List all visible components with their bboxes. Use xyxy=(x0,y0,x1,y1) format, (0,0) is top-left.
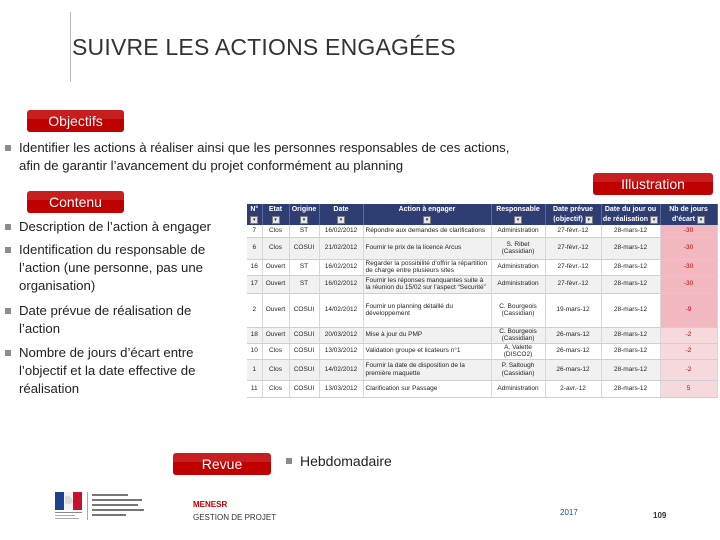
cell-date-jour: 28-mars-12 xyxy=(601,359,660,380)
table-row xyxy=(247,225,717,237)
cell-date-prevue: 27-févr.-12 xyxy=(545,237,601,259)
footer-gestion: GESTION DE PROJET xyxy=(193,513,277,522)
cell-ecart: -2 xyxy=(660,359,717,380)
cell-date: 16/02/2012 xyxy=(319,275,363,293)
contenu-line: l’objectif et la date effective de xyxy=(19,363,196,378)
revue-label: Revue xyxy=(173,453,271,475)
cell-date-jour: 28-mars-12 xyxy=(601,275,660,293)
cell-origine: COSUI xyxy=(289,380,319,397)
contenu-line: Nombre de jours d’écart entre xyxy=(19,345,194,360)
bullet-square-icon xyxy=(5,145,11,151)
cell-date-jour: 28-mars-12 xyxy=(601,293,660,327)
cell-origine: COSUI xyxy=(289,359,319,380)
contenu-line: Description de l’action à engager xyxy=(19,219,212,234)
cell-date-prevue: 2-avr.-12 xyxy=(545,380,601,397)
cell-number: 2 xyxy=(247,293,262,327)
cell-date: 13/03/2012 xyxy=(319,343,363,359)
filter-dropdown-icon[interactable]: ▾ xyxy=(300,216,308,224)
cell-etat: Clos xyxy=(262,237,289,259)
table-row xyxy=(247,293,717,327)
contenu-line: réalisation xyxy=(19,381,80,396)
col-header-ecart: Nb de jours xyxy=(660,204,717,214)
cell-etat: Clos xyxy=(262,380,289,397)
filter-dropdown-icon[interactable]: ▾ xyxy=(250,216,258,224)
action-table xyxy=(247,204,718,398)
contenu-line: Identification du responsable de xyxy=(19,242,206,257)
cell-etat: Ouvert xyxy=(262,259,289,275)
cell-date-prevue: 27-févr.-12 xyxy=(545,259,601,275)
revue-value: Hebdomadaire xyxy=(300,453,392,469)
col-header-date: Date xyxy=(319,204,363,214)
cell-date: 20/03/2012 xyxy=(319,327,363,343)
ministry-logo xyxy=(55,490,183,522)
cell-date-jour: 28-mars-12 xyxy=(601,225,660,237)
cell-date-prevue: 26-mars-12 xyxy=(545,343,601,359)
col-subheader-prevue: (objectif) xyxy=(553,216,583,223)
cell-date-prevue: 27-févr.-12 xyxy=(545,275,601,293)
cell-etat: Ouvert xyxy=(262,293,289,327)
cell-action: Fournir les réponses manquantes suite à la réunion du 15/02 sur l’aspect “Securité” xyxy=(363,275,491,293)
cell-responsable: S. Ribet (Cassidian) xyxy=(491,237,545,259)
bullet-square-icon xyxy=(5,308,11,314)
cell-date: 14/02/2012 xyxy=(319,359,363,380)
filter-dropdown-icon[interactable]: ▾ xyxy=(585,216,593,224)
revue-bullet xyxy=(286,453,392,469)
cell-action: Fournir un planning détaillé du développement xyxy=(363,293,491,327)
cell-origine: COSUI xyxy=(289,343,319,359)
footer-menesr: MENESR xyxy=(193,500,228,509)
cell-responsable: P. Saltough (Cassidian) xyxy=(491,359,545,380)
cell-date-jour: 28-mars-12 xyxy=(601,327,660,343)
cell-origine: COSUI xyxy=(289,293,319,327)
marianne-logo-icon xyxy=(55,490,183,522)
cell-ecart: 5 xyxy=(660,380,717,397)
cell-date-jour: 28-mars-12 xyxy=(601,237,660,259)
cell-ecart: -30 xyxy=(660,275,717,293)
cell-action: Fournir le prix de la licence Arcus xyxy=(363,237,491,259)
col-header-prevue: Date prévue xyxy=(545,204,601,214)
cell-etat: Clos xyxy=(262,343,289,359)
cell-number: 11 xyxy=(247,380,262,397)
contenu-bullet-date xyxy=(5,302,245,338)
table-row xyxy=(247,343,717,359)
contenu-bullet-description xyxy=(5,218,245,236)
filter-dropdown-icon[interactable]: ▾ xyxy=(514,216,522,224)
col-header-n: N° xyxy=(247,204,262,214)
action-tracking-sheet xyxy=(247,204,717,430)
cell-responsable: C. Bourgeois (Cassidian) xyxy=(491,327,545,343)
col-header-origine: Origine xyxy=(289,204,319,214)
cell-date: 21/02/2012 xyxy=(319,237,363,259)
contenu-label: Contenu xyxy=(27,191,124,213)
cell-number: 1 xyxy=(247,359,262,380)
contenu-line: l’action (une personne, pas une xyxy=(19,260,204,275)
col-header-etat: Etat xyxy=(262,204,289,214)
cell-action: Validation groupe et licateurs n°1 xyxy=(363,343,491,359)
cell-date-jour: 28-mars-12 xyxy=(601,380,660,397)
cell-responsable: Administration xyxy=(491,380,545,397)
table-row xyxy=(247,275,717,293)
cell-date: 14/02/2012 xyxy=(319,293,363,327)
col-header-jour: Date du jour ou xyxy=(601,204,660,214)
cell-number: 17 xyxy=(247,275,262,293)
cell-number: 10 xyxy=(247,343,262,359)
cell-ecart: -30 xyxy=(660,225,717,237)
table-row xyxy=(247,259,717,275)
cell-origine: ST xyxy=(289,225,319,237)
cell-etat: Ouvert xyxy=(262,327,289,343)
col-header-responsable: Responsable xyxy=(491,204,545,214)
cell-responsable: C. Bourgeois (Cassidian) xyxy=(491,293,545,327)
cell-ecart: -30 xyxy=(660,259,717,275)
cell-responsable: Administration xyxy=(491,259,545,275)
filter-dropdown-icon[interactable]: ▾ xyxy=(423,216,431,224)
page-title: SUIVRE LES ACTIONS ENGAGÉES xyxy=(72,34,456,60)
bullet-square-icon xyxy=(5,247,11,253)
cell-action: Répondre aux demandes de clarifications xyxy=(363,225,491,237)
contenu-bullet-ecart xyxy=(5,344,245,398)
col-subheader-ecart: d’écart xyxy=(672,216,695,223)
cell-number: 16 xyxy=(247,259,262,275)
cell-ecart: -2 xyxy=(660,343,717,359)
cell-action: Fournir la date de disposition de la première maquette xyxy=(363,359,491,380)
filter-dropdown-icon[interactable]: ▾ xyxy=(272,216,280,224)
cell-number: 18 xyxy=(247,327,262,343)
cell-number: 7 xyxy=(247,225,262,237)
table-row xyxy=(247,327,717,343)
objectif-bullet xyxy=(5,139,585,175)
cell-date-prevue: 19-mars-12 xyxy=(545,293,601,327)
cell-date: 13/03/2012 xyxy=(319,380,363,397)
contenu-bullet-responsable xyxy=(5,241,245,295)
objectif-text-line-2: afin de garantir l’avancement du projet conformément au planning xyxy=(19,158,404,173)
objectifs-label: Objectifs xyxy=(27,110,124,132)
cell-ecart: -2 xyxy=(660,327,717,343)
filter-dropdown-icon[interactable]: ▾ xyxy=(650,216,658,224)
table-row xyxy=(247,359,717,380)
cell-ecart: -9 xyxy=(660,293,717,327)
cell-origine: COSUI xyxy=(289,327,319,343)
cell-action: Regarder la possibilité d’offrir la répartition de charge entre plusieurs sites xyxy=(363,259,491,275)
cell-date-prevue: 27-févr.-12 xyxy=(545,225,601,237)
title-divider xyxy=(70,12,71,82)
footer-year: 2017 xyxy=(560,508,578,517)
table-row xyxy=(247,380,717,397)
page-number: 109 xyxy=(653,511,667,520)
bullet-square-icon xyxy=(5,350,11,356)
contenu-line: organisation) xyxy=(19,278,96,293)
col-subheader-jour: de réalisation xyxy=(602,216,649,223)
cell-action: Mise à jour du PMP xyxy=(363,327,491,343)
cell-number: 6 xyxy=(247,237,262,259)
bullet-square-icon xyxy=(286,458,292,464)
filter-dropdown-icon[interactable]: ▾ xyxy=(337,216,345,224)
cell-origine: COSUI xyxy=(289,237,319,259)
cell-date-prevue: 26-mars-12 xyxy=(545,327,601,343)
cell-date-prevue: 26-mars-12 xyxy=(545,359,601,380)
contenu-line: l’action xyxy=(19,321,61,336)
cell-date: 16/02/2012 xyxy=(319,259,363,275)
cell-origine: ST xyxy=(289,275,319,293)
cell-ecart: -30 xyxy=(660,237,717,259)
col-header-action: Action à engager xyxy=(363,204,491,214)
cell-etat: Ouvert xyxy=(262,275,289,293)
cell-etat: Clos xyxy=(262,359,289,380)
cell-date: 16/02/2012 xyxy=(319,225,363,237)
cell-date-jour: 28-mars-12 xyxy=(601,343,660,359)
cell-origine: ST xyxy=(289,259,319,275)
contenu-line: Date prévue de réalisation de xyxy=(19,303,192,318)
cell-responsable: Administration xyxy=(491,275,545,293)
bullet-square-icon xyxy=(5,224,11,230)
objectif-text-line-1: Identifier les actions à réaliser ainsi que les personnes responsables de ces actions, xyxy=(19,140,510,155)
illustration-label: Illustration xyxy=(593,173,713,195)
table-row xyxy=(247,237,717,259)
filter-dropdown-icon[interactable]: ▾ xyxy=(697,216,705,224)
cell-responsable: Administration xyxy=(491,225,545,237)
cell-responsable: A. Valette (DISCO2) xyxy=(491,343,545,359)
cell-date-jour: 28-mars-12 xyxy=(601,259,660,275)
cell-etat: Clos xyxy=(262,225,289,237)
cell-action: Clarification sur Passage xyxy=(363,380,491,397)
